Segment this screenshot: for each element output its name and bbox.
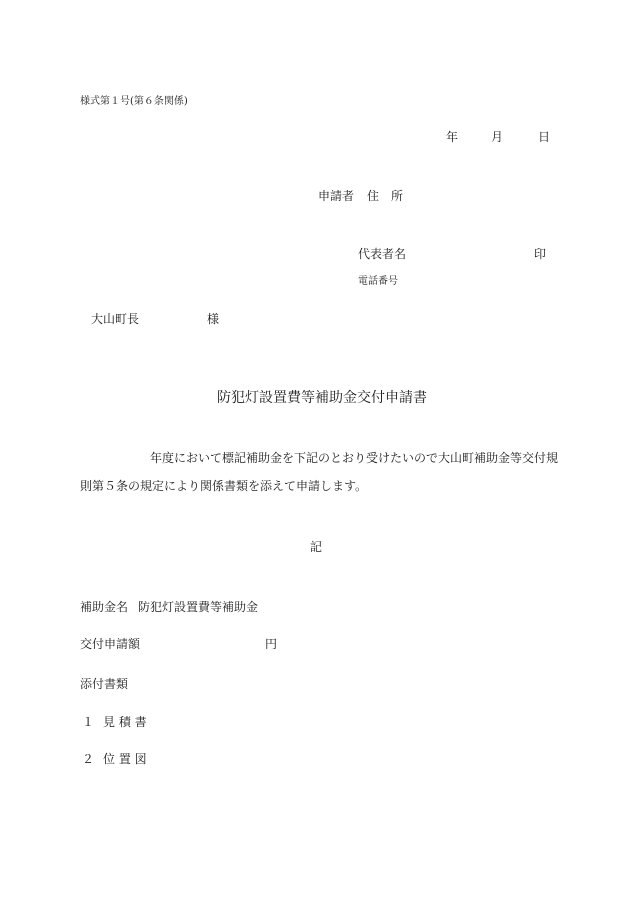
phone-label: 電話番号 xyxy=(358,276,398,287)
addressee-name: 大山町長 xyxy=(91,312,140,326)
representative-label: 代表者名 xyxy=(358,247,407,261)
document-title: 防犯灯設置費等補助金交付申請書 xyxy=(217,390,427,406)
date-year-label: 年 xyxy=(446,130,459,144)
addressee-honorific: 様 xyxy=(207,312,220,326)
form-number: 様式第１号(第６条関係) xyxy=(80,96,188,107)
amount-unit: 円 xyxy=(265,637,278,651)
attachment-item: 見 積 書 xyxy=(103,715,147,729)
body-line-2: 則第５条の規定により関係書類を添えて申請します。 xyxy=(80,479,368,493)
date-month-label: 月 xyxy=(491,130,504,144)
attachment-number: ２ xyxy=(82,752,95,766)
grant-name-label: 補助金名 xyxy=(80,600,129,614)
attachment-item: 位 置 図 xyxy=(103,752,147,766)
address-label: 住 所 xyxy=(367,189,404,203)
attachments-label: 添付書類 xyxy=(80,677,129,691)
applicant-label: 申請者 xyxy=(318,189,355,203)
ki-heading: 記 xyxy=(310,540,323,554)
seal-mark: 印 xyxy=(534,247,547,261)
attachment-number: １ xyxy=(82,715,95,729)
amount-label: 交付申請額 xyxy=(80,637,141,651)
body-line-1: 年度において標記補助金を下記のとおり受けたいので大山町補助金等交付規 xyxy=(150,451,559,465)
date-day-label: 日 xyxy=(538,130,551,144)
grant-name-value: 防犯灯設置費等補助金 xyxy=(138,600,259,614)
